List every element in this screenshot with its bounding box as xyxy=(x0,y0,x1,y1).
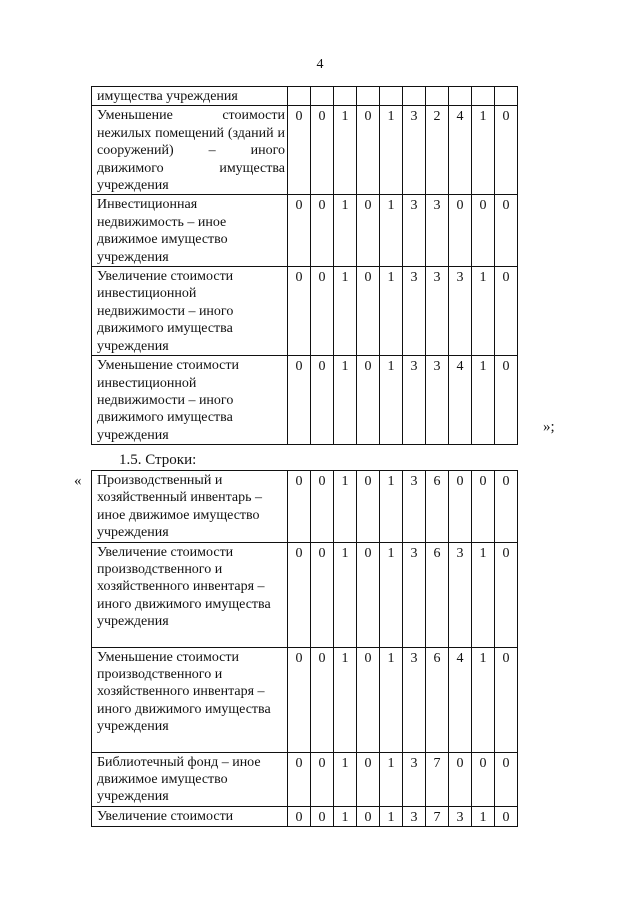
code-digit: 1 xyxy=(472,806,495,826)
code-digit: 0 xyxy=(357,806,380,826)
code-digit: 1 xyxy=(472,647,495,752)
code-digit: 0 xyxy=(357,267,380,356)
closing-quote: »; xyxy=(543,419,555,435)
code-digit: 4 xyxy=(449,647,472,752)
code-digit: 3 xyxy=(403,471,426,543)
page-number: 4 xyxy=(316,57,324,72)
table-row xyxy=(92,471,518,543)
code-digit: 1 xyxy=(380,471,403,543)
code-digit: 1 xyxy=(334,806,357,826)
code-digit: 1 xyxy=(334,195,357,267)
code-digit: 1 xyxy=(380,106,403,195)
code-digit: 0 xyxy=(311,647,334,752)
code-digit xyxy=(334,87,357,106)
code-digit xyxy=(311,87,334,106)
code-digit: 1 xyxy=(380,195,403,267)
code-digit: 3 xyxy=(403,356,426,445)
code-digit: 3 xyxy=(449,542,472,647)
code-digit: 3 xyxy=(403,195,426,267)
table-row xyxy=(92,267,518,356)
code-digit: 0 xyxy=(449,752,472,806)
code-digit: 0 xyxy=(288,267,311,356)
code-table-continued xyxy=(91,86,518,445)
code-digit: 6 xyxy=(426,542,449,647)
code-digit: 4 xyxy=(449,106,472,195)
table-row xyxy=(92,356,518,445)
code-digit: 1 xyxy=(334,267,357,356)
code-digit: 0 xyxy=(311,356,334,445)
code-digit xyxy=(449,87,472,106)
table-row xyxy=(92,106,518,195)
code-digit: 3 xyxy=(403,106,426,195)
code-digit: 3 xyxy=(403,806,426,826)
code-digit: 0 xyxy=(495,647,518,752)
table-row xyxy=(92,87,518,106)
code-digit: 6 xyxy=(426,647,449,752)
code-digit: 3 xyxy=(403,267,426,356)
code-digit: 0 xyxy=(311,267,334,356)
table-row xyxy=(92,647,518,752)
code-digit: 7 xyxy=(426,752,449,806)
code-digit xyxy=(357,87,380,106)
code-digit xyxy=(426,87,449,106)
code-digit: 0 xyxy=(288,471,311,543)
code-digit: 1 xyxy=(472,106,495,195)
code-digit: 0 xyxy=(495,267,518,356)
row-label: Увеличение стоимости инвестиционной недвижимости – иного движимого имущества учреждения xyxy=(92,267,288,356)
code-digit: 1 xyxy=(334,471,357,543)
code-digit: 6 xyxy=(426,471,449,543)
row-label: Инвестиционная недвижимость – иное движимое имущество учреждения xyxy=(92,195,288,267)
code-digit: 0 xyxy=(495,356,518,445)
code-digit: 1 xyxy=(334,106,357,195)
code-digit: 0 xyxy=(288,356,311,445)
code-digit xyxy=(403,87,426,106)
row-label: Уменьшение стоимости производственного и хозяйственного инвентаря – иного движимого имущества учреждения xyxy=(92,647,288,752)
code-digit: 3 xyxy=(403,542,426,647)
code-digit: 0 xyxy=(357,752,380,806)
code-digit: 0 xyxy=(357,356,380,445)
code-digit: 3 xyxy=(426,356,449,445)
code-digit: 0 xyxy=(357,195,380,267)
code-digit: 1 xyxy=(334,647,357,752)
code-digit: 4 xyxy=(449,356,472,445)
code-digit: 3 xyxy=(426,267,449,356)
code-digit xyxy=(288,87,311,106)
code-digit: 0 xyxy=(311,471,334,543)
code-digit: 0 xyxy=(495,471,518,543)
row-label: Увеличение стоимости xyxy=(92,806,288,826)
code-digit xyxy=(472,87,495,106)
code-digit: 0 xyxy=(495,195,518,267)
table-row xyxy=(92,195,518,267)
row-label: Уменьшение стоимости нежилых помещений (зданий и сооружений) – иного движимого имущества учреждения xyxy=(92,106,288,195)
row-label: Уменьшение стоимости инвестиционной недвижимости – иного движимого имущества учреждения xyxy=(92,356,288,445)
code-digit: 0 xyxy=(357,106,380,195)
code-digit: 1 xyxy=(472,267,495,356)
code-digit: 7 xyxy=(426,806,449,826)
code-digit: 0 xyxy=(495,106,518,195)
code-digit: 0 xyxy=(288,752,311,806)
code-digit: 1 xyxy=(334,752,357,806)
code-digit: 0 xyxy=(472,752,495,806)
row-label: Увеличение стоимости производственного и хозяйственного инвентаря – иного движимого имущества учреждения xyxy=(92,542,288,647)
code-digit: 0 xyxy=(311,542,334,647)
row-label: Производственный и хозяйственный инвентарь – иное движимое имущество учреждения xyxy=(92,471,288,543)
code-digit: 1 xyxy=(380,267,403,356)
code-digit: 0 xyxy=(311,752,334,806)
code-digit: 1 xyxy=(380,752,403,806)
code-digit: 1 xyxy=(380,356,403,445)
code-digit: 3 xyxy=(449,806,472,826)
code-digit xyxy=(495,87,518,106)
table-row xyxy=(92,542,518,647)
code-table-rows xyxy=(91,470,518,827)
code-digit: 0 xyxy=(472,471,495,543)
code-digit: 0 xyxy=(449,195,472,267)
code-digit xyxy=(380,87,403,106)
table-row xyxy=(92,752,518,806)
section-heading: 1.5. Строки: xyxy=(119,452,197,468)
code-digit: 0 xyxy=(311,806,334,826)
code-digit: 0 xyxy=(357,647,380,752)
code-digit: 0 xyxy=(288,647,311,752)
code-digit: 0 xyxy=(495,806,518,826)
code-digit: 3 xyxy=(449,267,472,356)
code-digit: 1 xyxy=(380,806,403,826)
code-digit: 0 xyxy=(288,106,311,195)
code-digit: 2 xyxy=(426,106,449,195)
code-digit: 3 xyxy=(403,752,426,806)
code-digit: 1 xyxy=(334,356,357,445)
code-digit: 3 xyxy=(426,195,449,267)
row-label: Библиотечный фонд – иное движимое имущество учреждения xyxy=(92,752,288,806)
code-digit: 0 xyxy=(311,106,334,195)
code-digit: 1 xyxy=(334,542,357,647)
code-digit: 1 xyxy=(380,647,403,752)
code-digit: 0 xyxy=(495,542,518,647)
row-label: имущества учреждения xyxy=(92,87,288,106)
code-digit: 1 xyxy=(380,542,403,647)
code-digit: 1 xyxy=(472,542,495,647)
code-digit: 0 xyxy=(288,195,311,267)
code-digit: 0 xyxy=(288,542,311,647)
opening-quote: « xyxy=(74,473,82,489)
code-digit: 0 xyxy=(495,752,518,806)
table-row xyxy=(92,806,518,826)
code-digit: 0 xyxy=(288,806,311,826)
code-digit: 0 xyxy=(472,195,495,267)
code-digit: 0 xyxy=(357,542,380,647)
code-digit: 0 xyxy=(357,471,380,543)
code-digit: 0 xyxy=(311,195,334,267)
code-digit: 0 xyxy=(449,471,472,543)
code-digit: 3 xyxy=(403,647,426,752)
code-digit: 1 xyxy=(472,356,495,445)
